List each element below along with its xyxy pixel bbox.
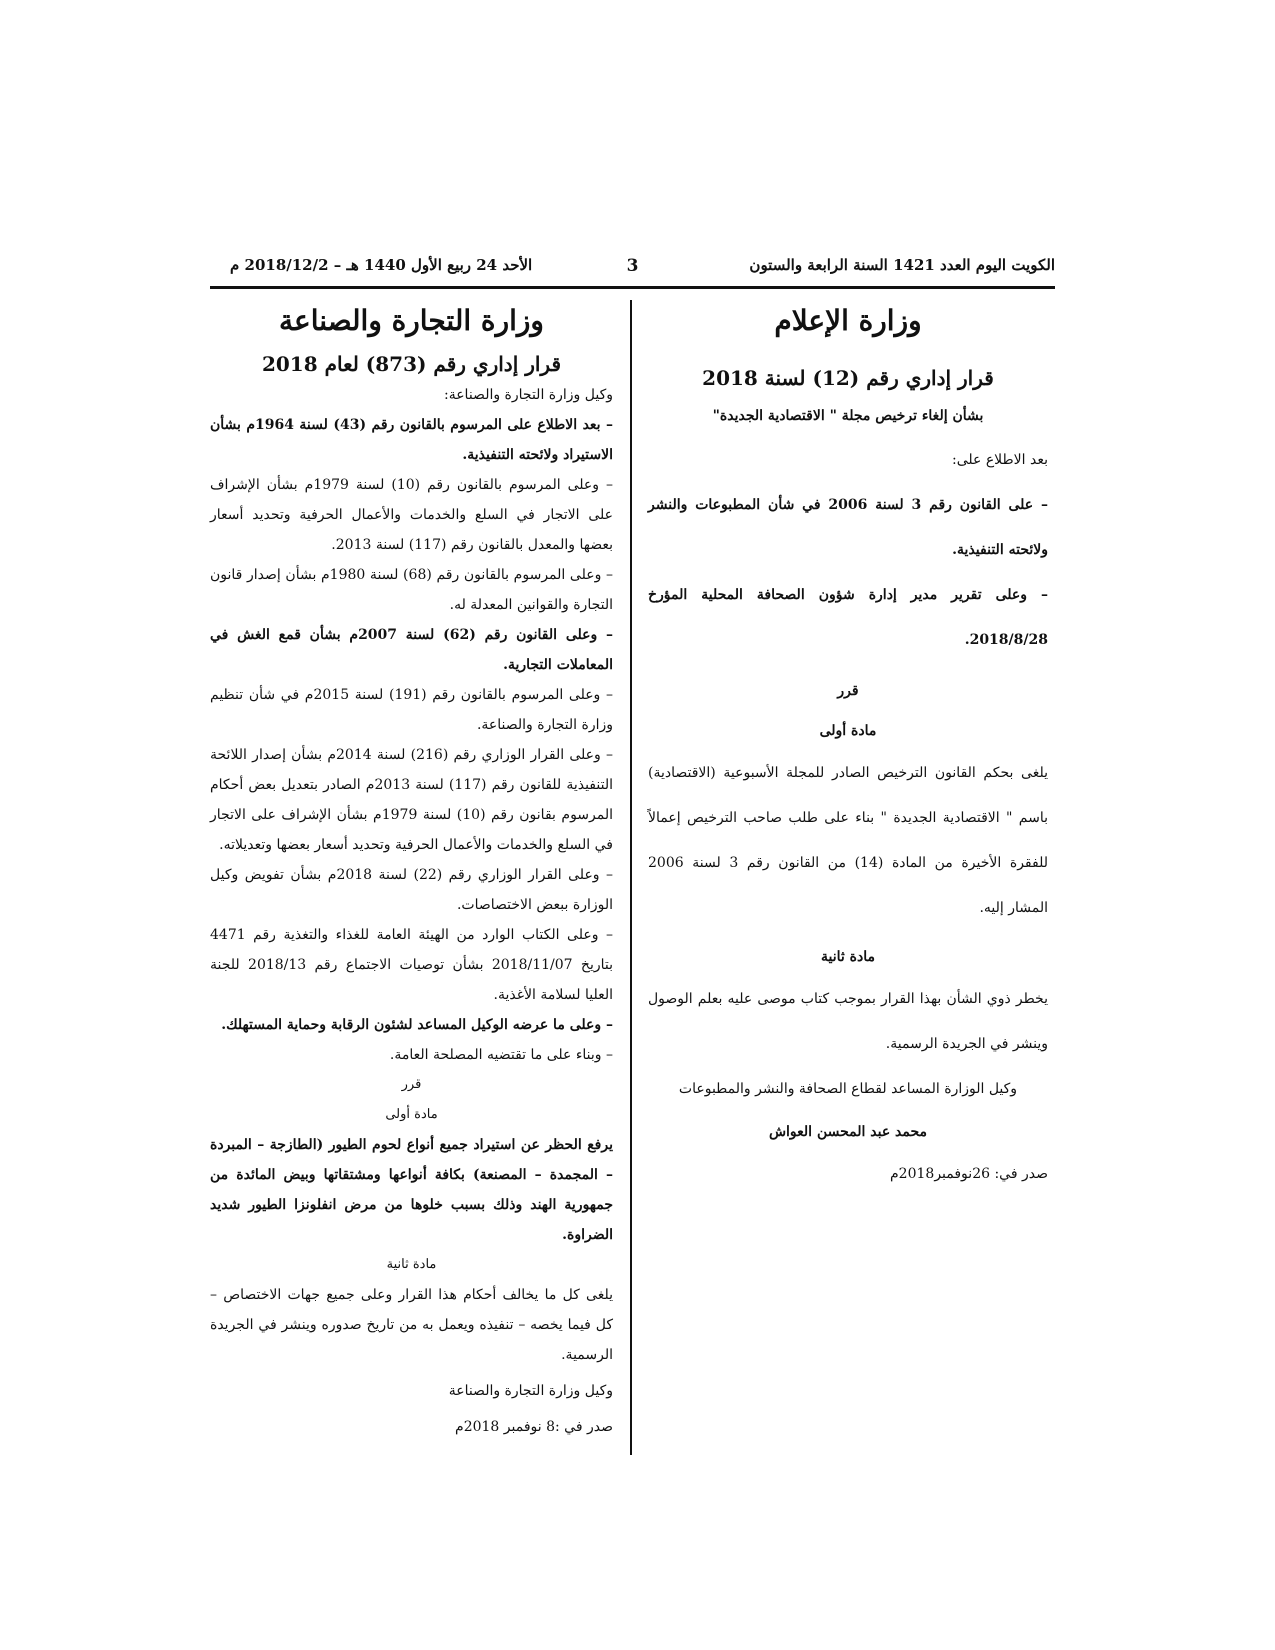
header-date: الأحد 24 ربيع الأول 1440 هـ – 2018/12/2 م <box>230 256 533 274</box>
article-heading: مادة ثانية <box>821 949 875 965</box>
issuer-line: وكيل وزارة التجارة والصناعة: <box>443 387 613 403</box>
header-rule <box>210 286 1055 289</box>
decision-title: قرار إداري رقم (873) لعام 2018 <box>261 352 562 376</box>
decided-label: قرر <box>401 1077 422 1092</box>
commerce-ministry-column <box>210 300 613 1442</box>
issue-date: صدر في :8 نوفمبر 2018م <box>455 1419 613 1435</box>
article-text: يخطر ذوي الشأن بهذا القرار بموجب كتاب موصى عليه بعلم الوصول وينشر في الجريدة الرسمية. <box>648 991 1048 1052</box>
header-issue-info: الكويت اليوم العدد 1421 السنة الرابعة والستون <box>749 256 1055 274</box>
preamble-item: – وعلى الكتاب الوارد من الهيئة العامة للغذاء والتغذية رقم 4471 بتاريخ 2018/11/07 بشأن توصيات الاجتماع رقم 2018/13 للجنة العليا لسلامة الأغذية. <box>210 927 614 1003</box>
decided-label: قرر <box>837 683 859 699</box>
preamble-item: – وبناء على ما تقتضيه المصلحة العامة. <box>389 1047 613 1063</box>
preamble-item: – وعلى القانون رقم (62) لسنة 2007م بشأن قمع الغش في المعاملات التجارية. <box>210 627 614 673</box>
issue-date: صدر في: 26نوفمبر2018م <box>890 1166 1048 1182</box>
article-text: يرفع الحظر عن استيراد جميع أنواع لحوم الطيور (الطازجة – المبردة – المجمدة – المصنعة) بكافة أنواعها ومشتقاتها وبيض المائدة من جمهورية الهند وذلك بسبب خلوها من مرض انفلونزا الطيور شديد الضراوة. <box>210 1137 613 1243</box>
page-number: 3 <box>626 256 639 276</box>
decision-subject: بشأن إلغاء ترخيص مجلة " الاقتصادية الجديدة" <box>712 408 984 424</box>
preamble-item: – وعلى ما عرضه الوكيل المساعد لشئون الرقابة وحماية المستهلك. <box>221 1017 613 1033</box>
ministry-title: وزارة التجارة والصناعة <box>279 304 544 337</box>
preamble-item: – وعلى المرسوم بالقانون رقم (10) لسنة 1979م بشأن الإشراف على الاتجار في السلع والخدمات والأعمال الحرفية وتحديد أسعار بعضها والمعدل بالقانون رقم (117) لسنة 2013. <box>210 477 613 553</box>
article-text: يلغى كل ما يخالف أحكام هذا القرار وعلى جميع جهات الاختصاص – كل فيما يخصه – تنفيذه ويعمل به من تاريخ صدوره وينشر في الجريدة الرسمية. <box>210 1287 613 1363</box>
preamble-item: – وعلى القرار الوزاري رقم (216) لسنة 2014م بشأن إصدار اللائحة التنفيذية للقانون رقم (117) لسنة 2013م الصادر بتعديل بعض أحكام المرسوم بقانون رقم (10) لسنة 1979م بشأن الإشراف على الاتجار في السلع والخدمات والأعمال الحرفية وتحديد أسعار بعضها وتعديلاته. <box>210 747 614 853</box>
article-heading: مادة أولى <box>385 1107 438 1122</box>
signatory-title: وكيل الوزارة المساعد لقطاع الصحافة والنشر والمطبوعات <box>678 1081 1018 1097</box>
preamble-item: – وعلى تقرير مدير إدارة شؤون الصحافة المحلية المؤرخ 2018/8/28. <box>648 587 1048 648</box>
article-text: يلغى بحكم القانون الترخيص الصادر للمجلة الأسبوعية (الاقتصادية) باسم " الاقتصادية الجديدة " بناء على طلب صاحب الترخيص إعمالاً للفقرة الأخيرة من المادة (14) من القانون رقم 3 لسنة 2006 المشار إليه. <box>648 765 1048 916</box>
article-heading: مادة أولى <box>819 723 877 739</box>
decision-title: قرار إداري رقم (12) لسنة 2018 <box>702 366 994 390</box>
signatory-title: وكيل وزارة التجارة والصناعة <box>448 1383 613 1399</box>
article-heading: مادة ثانية <box>386 1257 437 1272</box>
preamble-item: – بعد الاطلاع على المرسوم بالقانون رقم (43) لسنة 1964م بشأن الاستيراد ولائحته التنفيذية. <box>210 417 613 463</box>
preamble-item: – وعلى المرسوم بالقانون رقم (191) لسنة 2015م في شأن تنظيم وزارة التجارة والصناعة. <box>210 687 613 733</box>
preamble-item: – وعلى القرار الوزاري رقم (22) لسنة 2018م بشأن تفويض وكيل الوزارة ببعض الاختصاصات. <box>210 867 613 913</box>
information-ministry-column <box>648 300 1048 1197</box>
page-header <box>210 256 1055 282</box>
column-divider <box>630 300 632 1455</box>
preamble-intro: بعد الاطلاع على: <box>952 452 1048 468</box>
signatory-name: محمد عبد المحسن العواش <box>768 1124 928 1140</box>
preamble-item: – على القانون رقم 3 لسنة 2006 في شأن المطبوعات والنشر ولائحته التنفيذية. <box>648 497 1049 558</box>
ministry-title: وزارة الإعلام <box>774 304 922 337</box>
preamble-item: – وعلى المرسوم بالقانون رقم (68) لسنة 1980م بشأن إصدار قانون التجارة والقوانين المعدلة له. <box>210 567 613 613</box>
